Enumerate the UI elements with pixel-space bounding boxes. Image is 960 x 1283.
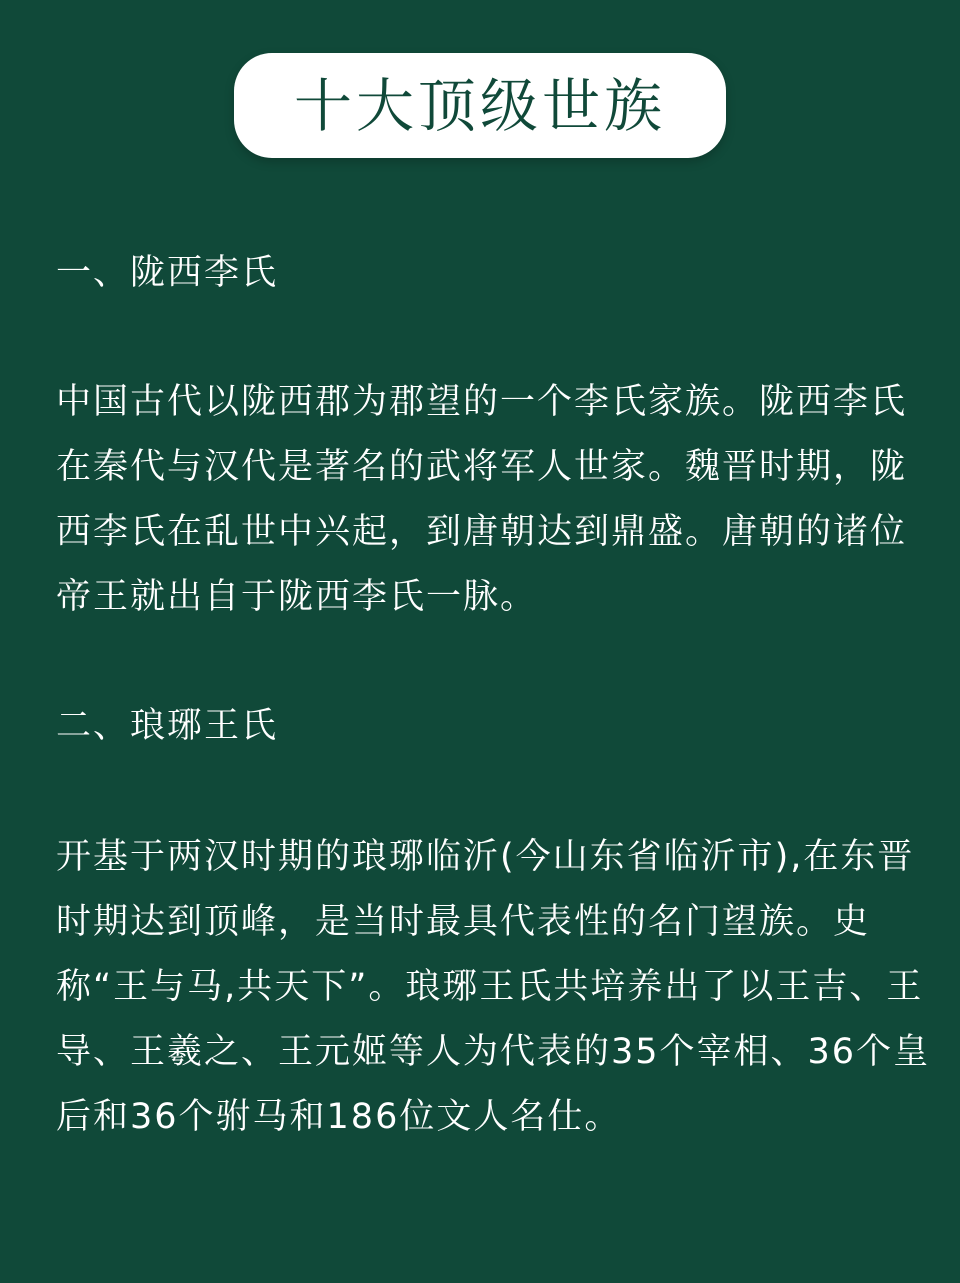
- section-heading-longxi-li: 一、陇西李氏: [56, 253, 279, 293]
- section-body-longxi-li: 中国古代以陇西郡为郡望的一个李氏家族。陇西李氏在秦代与汉代是著名的武将军人世家。魏晋时期，陇西李氏在乱世中兴起，到唐朝达到鼎盛。唐朝的诸位帝王就出自于陇西李氏一脉。: [56, 382, 908, 617]
- section-heading-langya-wang: 二、琅琊王氏: [56, 706, 279, 746]
- title-banner: [234, 53, 726, 158]
- section-body-langya-wang: 开基于两汉时期的琅琊临沂(今山东省临沂市),在东晋时期达到顶峰，是当时最具代表性的名门望族。史称“王与马,共天下”。琅琊王氏共培养出了以王吉、王导、王羲之、王元姬等人为代表的35个宰相、36个皇后和36个驸马和186位文人名仕。: [56, 837, 931, 1137]
- page-title: 十大顶级世族: [293, 71, 666, 140]
